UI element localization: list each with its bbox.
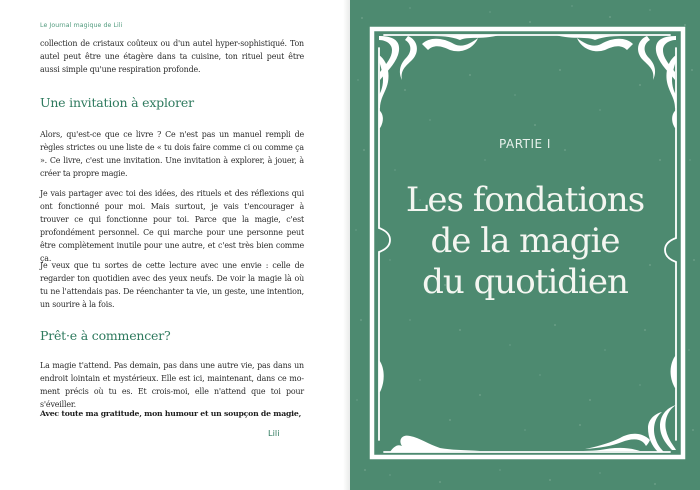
signoff: Avec toute ma gratitude, mon humour et un soupçon de magie, (40, 409, 302, 418)
right-page-part-opener (350, 0, 700, 490)
part-title (350, 180, 700, 303)
left-page (0, 0, 347, 490)
intro-paragraph: collection de cristaux coûteux ou d'un autel hyper-sophistiqué. Ton autel peut être une étagère dans ta cuisine, ton rituel peut être aussi simple qu'une respiration profonde. (40, 39, 304, 74)
paragraph-invitation-1: Alors, qu'est-ce que ce livre ? Ce n'est pas un manuel rempli de règles strictes ou une liste de « tu dois faire comme ci ou comme ça ». Ce livre, c'est une invitation. Une invitation à explorer, à jouer, à créer ta propre magie. (40, 130, 304, 178)
running-head: Le Journal magique de Lili (40, 22, 123, 29)
paragraph-invitation-2: Je vais partager avec toi des idées, des rituels et des réflexions qui ont fonctionné pour moi. Mais surtout, je vais t'encourager à trouver ce qui fonctionne pour toi. Parce que la magie, c'est profondément personnel. Ce qui marche pour une personne peut être complètement inutile pour une autre, et c'est très bien comme ça. (40, 189, 304, 263)
part-title-line-2: de la magie (430, 221, 620, 261)
part-label: PARTIE I (499, 137, 551, 151)
signature: Lili (268, 428, 280, 438)
part-title-line-3: du quotidien (422, 262, 628, 302)
paragraph-ready-1: La magie t'attend. Pas demain, pas dans une autre vie, pas dans un endroit lointain et mystérieux. Elle est ici, maintenant, dans ce moment précis où tu es. Et crois-moi, elle n'attend que toi pour s'éveiller. (40, 361, 304, 409)
paragraph-invitation-3: Je veux que tu sortes de cette lecture avec une envie : celle de regarder ton quotidien avec des yeux neufs. De voir la magie là où tu ne l'attendais pas. De réenchanter ta vie, un geste, une intention, un sourire à la fois. (40, 261, 304, 309)
part-title-line-1: Les fondations (405, 180, 645, 220)
section-heading-invitation: Une invitation à explorer (40, 95, 194, 110)
section-heading-ready: Prêt·e à commencer? (40, 328, 171, 343)
gutter-shadow (343, 0, 350, 490)
